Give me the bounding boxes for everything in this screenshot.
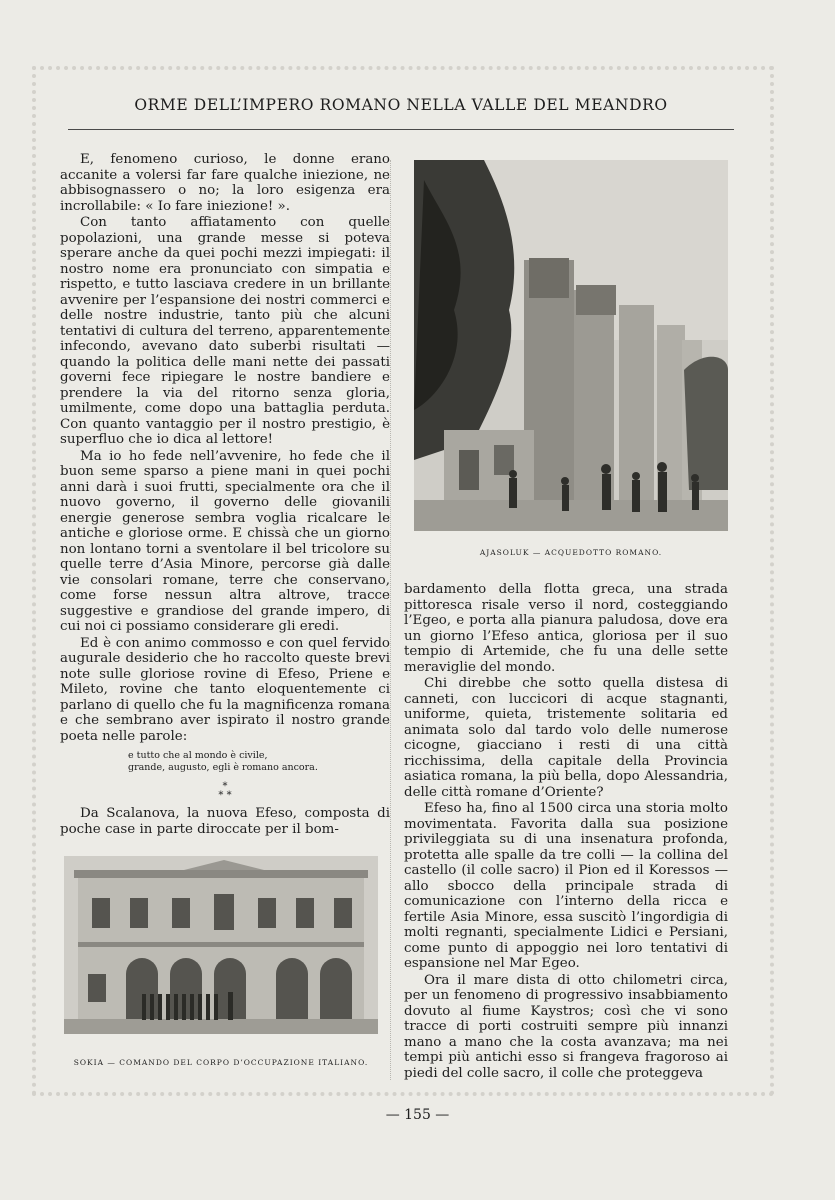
asterism-bottom: * * bbox=[218, 790, 232, 801]
asterism bbox=[60, 782, 390, 800]
paragraph: Efeso ha, fino al 1500 circa una storia molto movimentata. Favorita dalla sua posizione privileggiata su di una insenatura profonda, protetta alle spalle da tre colli — la collina del castello (il colle sacro) il Pion ed il Koressos — allo sbocco della principale strada di comunicazione con l’interno della ricca e fertile Asia Minore, essa suscitò l’ingordigia di molti regnanti, specialmente Lidici e Persiani, come punto di appoggio nei loro tentativi di espansione nel Mar Egeo. bbox=[404, 801, 728, 971]
header-rule bbox=[68, 129, 734, 130]
left-column bbox=[60, 152, 390, 837]
building-photo bbox=[64, 856, 378, 1034]
paragraph: bardamento della flotta greca, una strada pittoresca risale verso il nord, costeggiando l’Egeo, e porta alla pianura paludosa, dove era un giorno l’Efeso antica, gloriosa per il suo tempio di Artemide, che fu una delle sette meraviglie del mondo. bbox=[404, 582, 728, 675]
paragraph: Da Scalanova, la nuova Efeso, composta di poche case in parte diroccate per il bom- bbox=[60, 806, 390, 837]
paragraph: Chi direbbe che sotto quella distesa di canneti, con luccicori di acque stagnanti, uniforme, quieta, tristemente solitaria ed animata solo dal tardo volo delle numerose cicogne, giacciano i resti di una città ricchissima, della capitale della Provincia asiatica romana, la più bella, dopo Alessandria, delle città romane d’Oriente? bbox=[404, 676, 728, 800]
column-divider bbox=[390, 160, 391, 1080]
building-caption: SOKIA — COMANDO DEL CORPO D’OCCUPAZIONE ITALIANO. bbox=[73, 1058, 369, 1067]
verse-line: e tutto che al mondo è civile, bbox=[128, 750, 268, 761]
paragraph: Ma io ho fede nell’avvenire, ho fede che il buon seme sparso a piene mani in quei pochi anni darà i suoi frutti, specialmente ora che il nuovo governo, il governo delle giovanili energie generose sembra voglia ricalcare le antiche e gloriose orme. E chissà che un giorno non lontano torni a sventolare il bel tricolore su quelle terre d’Asia Minore, percorse già dalle vie consolari romane, terre che conservano, come forse nessun altra altrove, tracce suggestive e grandiose del grande impero, di cui noi ci possiamo considerare gli eredi. bbox=[60, 448, 390, 634]
page-header-title: ORME DELL’IMPERO ROMANO NELLA VALLE DEL MEANDRO bbox=[134, 96, 668, 114]
paragraph: E, fenomeno curioso, le donne erano accanite a volersi far fare qualche iniezione, ne abbisognassero o no; la loro esigenza era incrollabile: « Io fare iniezione! ». bbox=[60, 152, 390, 214]
paragraph: Con tanto affiatamento con quelle popolazioni, una grande messe si poteva sperare anche da quei pochi mezzi impiegati: il nostro nome era pronunciato con simpatia e rispetto, e tutto lasciava credere in un brillante avvenire per l’espansione dei nostri commerci e delle nostre industrie, tanto più che alcuni tentativi di cultura del terreno, apparentemente infecondo, avevano dato suberbi risultati — quando la politica delle mani nette dei passati governi fece ripiegare le nostre bandiere e prendere la via del ritorno senza gloria, umilmente, come dopo una battaglia perduta. Con quanto vantaggio per il nostro prestigio, è superfluo che io dica al lettore! bbox=[60, 215, 390, 447]
asterism-top: * bbox=[222, 781, 228, 792]
verse-quote bbox=[128, 750, 390, 774]
paragraph: Ora il mare dista di otto chilometri circa, per un fenomeno di progressivo insabbiamento dovuto al fiume Kaystros; così che vi sono tracce di porti costruiti sempre più innanzi mano a mano che la costa avanzava; ma nei tempi più antichi esso si frangeva fragoroso ai piedi del colle sacro, il colle che proteggeva bbox=[404, 972, 728, 1081]
right-column bbox=[404, 582, 728, 1081]
aqueduct-caption: AJASOLUK — ACQUEDOTTO ROMANO. bbox=[479, 548, 663, 557]
paragraph: Ed è con animo commosso e con quel fervido augurale desiderio che ho raccolto queste brevi note sulle gloriose rovine di Efeso, Priene e Mileto, rovine che tanto eloquentemente ci parlano di quello che fu la magnificenza romana e che sembrano aver ispirato il nostro grande poeta nelle parole: bbox=[60, 635, 390, 744]
page-number: — 155 — bbox=[385, 1107, 450, 1123]
aqueduct-photo bbox=[414, 160, 728, 531]
verse-line: grande, augusto, egli è romano ancora. bbox=[128, 762, 318, 773]
